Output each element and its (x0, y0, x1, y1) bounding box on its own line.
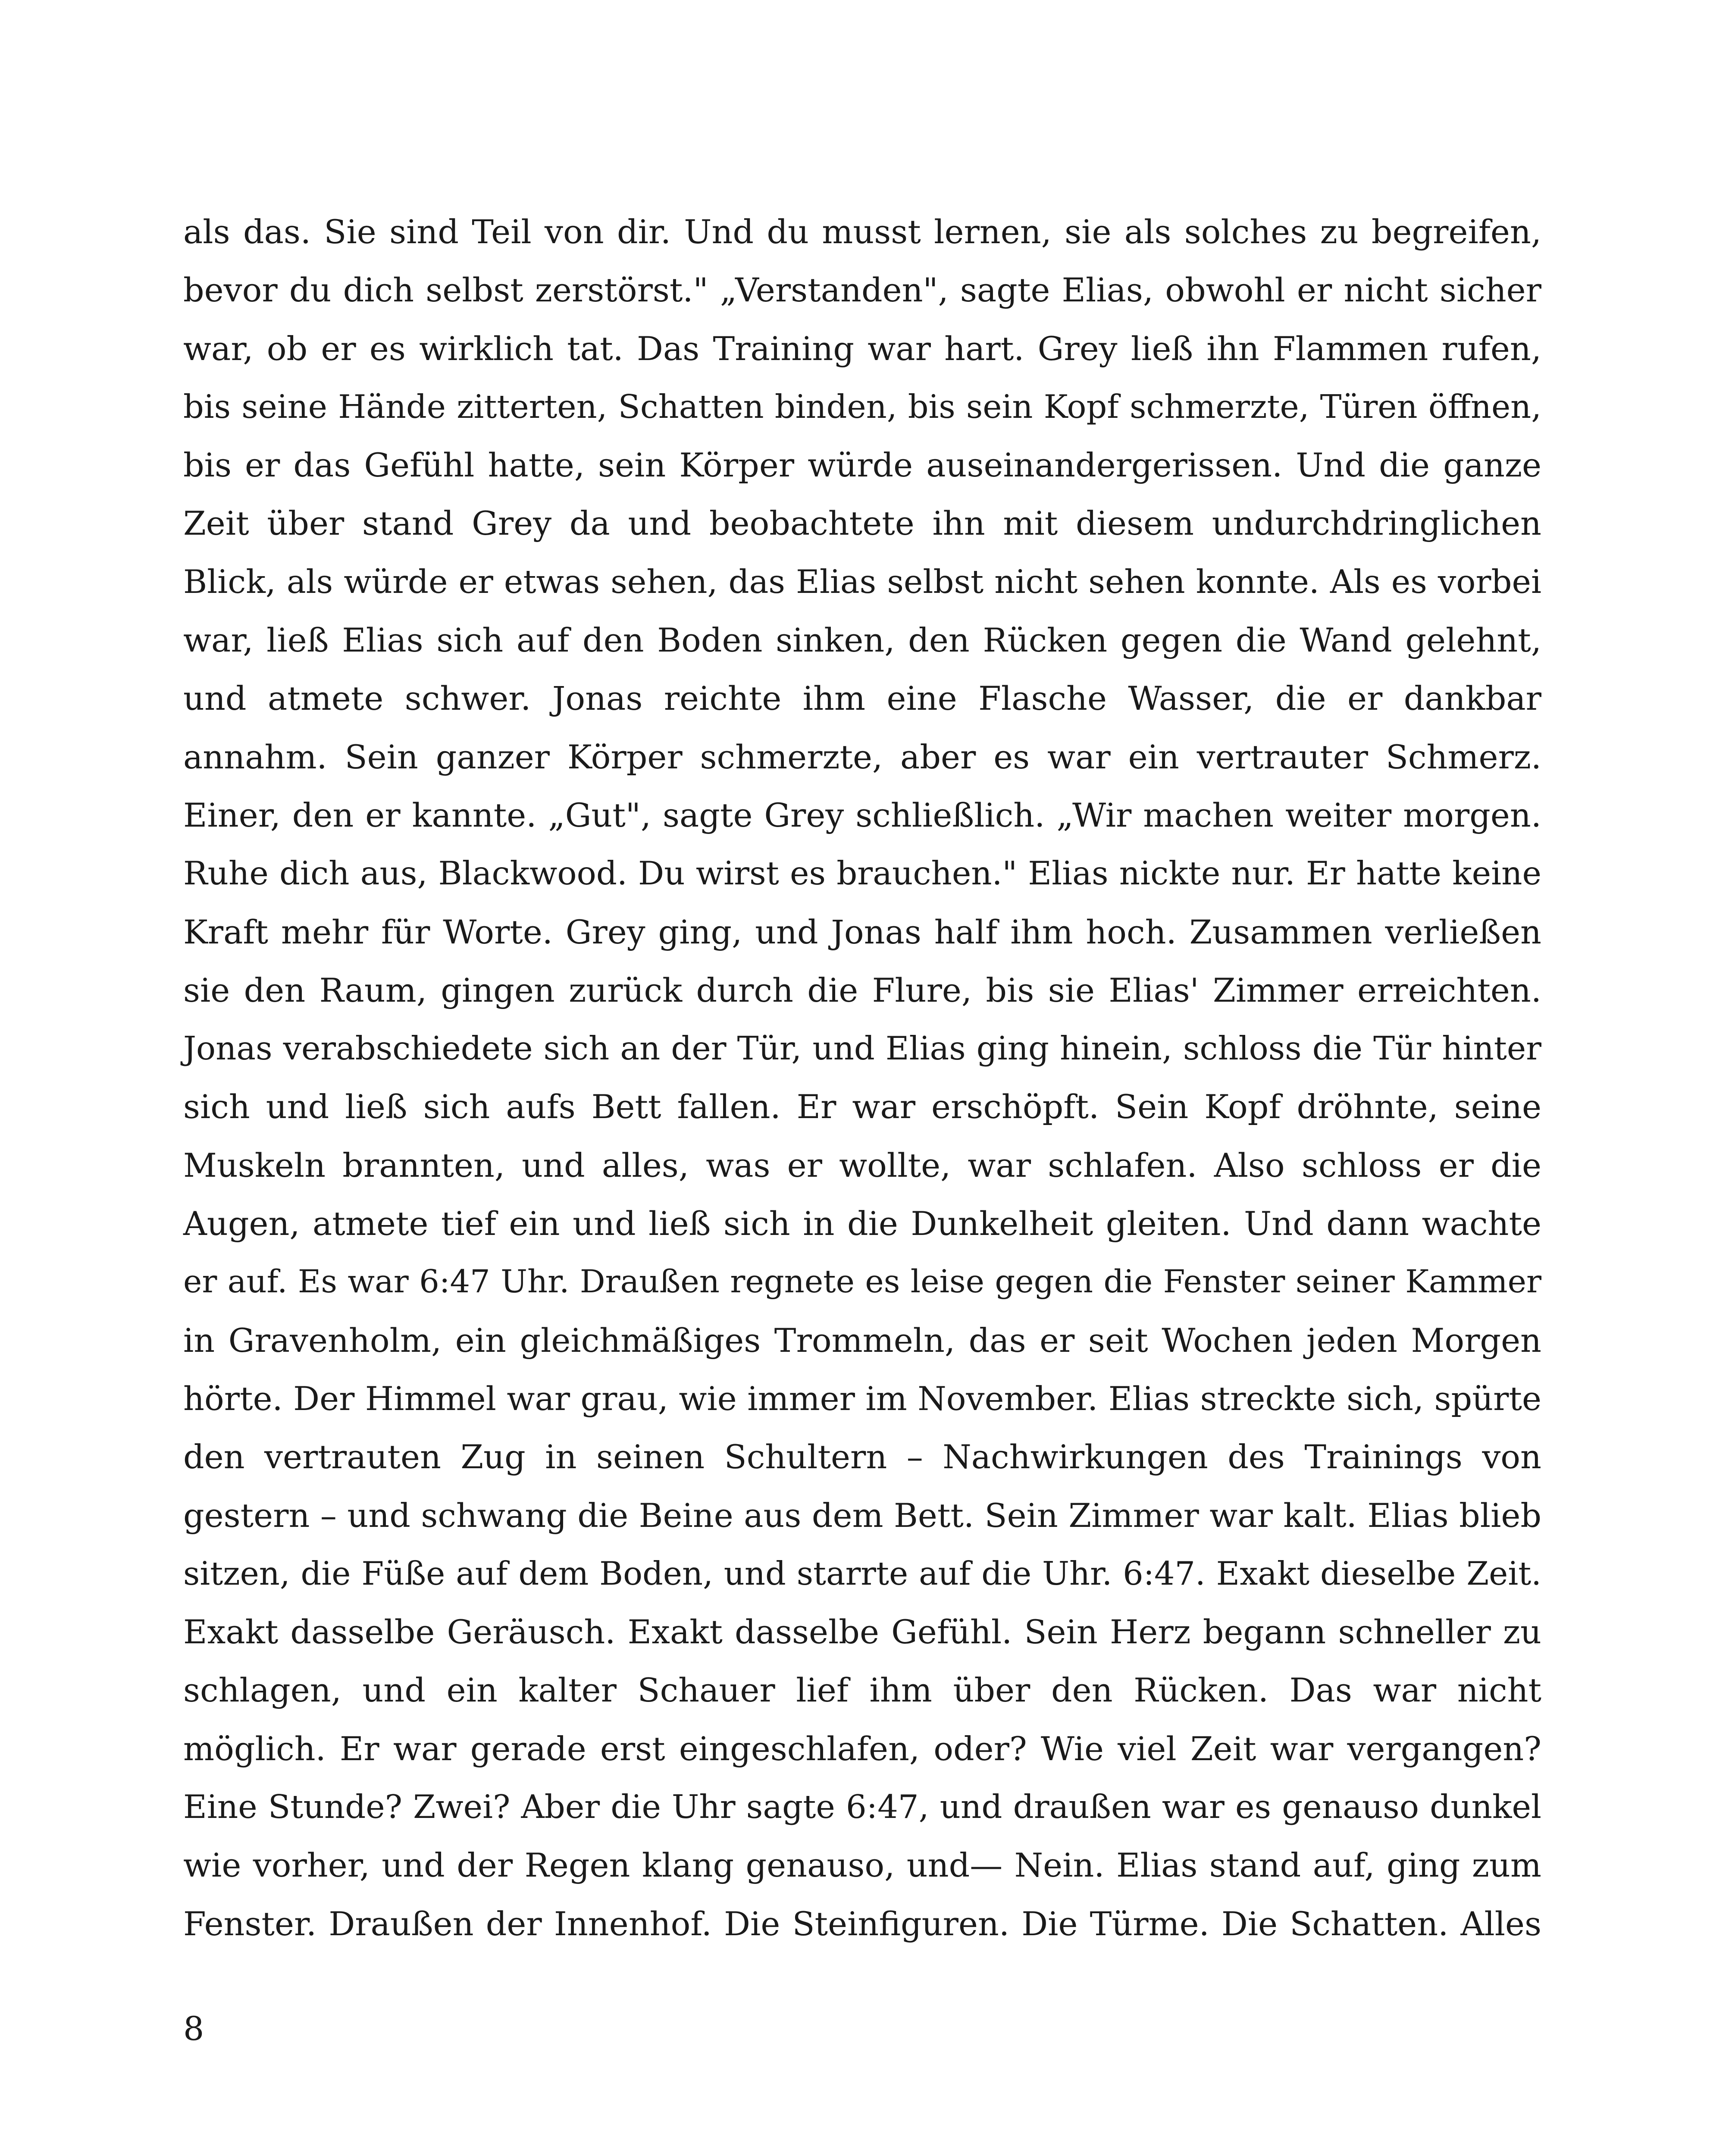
body-text (183, 203, 1541, 1953)
text-line: war, ließ Elias sich auf den Boden sinken, den Rücken gegen die Wand gelehnt, (183, 621, 1541, 660)
text-line: Zeit über stand Grey da und beobachtete ihn mit diesem undurchdringlichen (183, 504, 1541, 543)
text-line: gestern – und schwang die Beine aus dem Bett. Sein Zimmer war kalt. Elias blieb (183, 1496, 1541, 1535)
text-line: Jonas verabschiedete sich an der Tür, und Elias ging hinein, schloss die Tür hinter (183, 1029, 1541, 1068)
text-line: bis er das Gefühl hatte, sein Körper würde auseinandergerissen. Und die ganze (183, 446, 1541, 485)
text-line: annahm. Sein ganzer Körper schmerzte, aber es war ein vertrauter Schmerz. (183, 737, 1541, 776)
text-line: sie den Raum, gingen zurück durch die Flure, bis sie Elias' Zimmer erreichten. (183, 971, 1541, 1009)
text-line: Blick, als würde er etwas sehen, das Elias selbst nicht sehen konnte. Als es vorbei (183, 562, 1541, 601)
text-line: er auf. Es war 6:47 Uhr. Draußen regnete es leise gegen die Fenster seiner Kammer (183, 1263, 1541, 1300)
text-line: hörte. Der Himmel war grau, wie immer im November. Elias streckte sich, spürte (183, 1379, 1541, 1418)
text-line: Einer, den er kannte. „Gut", sagte Grey schließlich. „Wir machen weiter morgen. (183, 796, 1541, 834)
text-line: schlagen, und ein kalter Schauer lief ihm über den Rücken. Das war nicht (183, 1671, 1541, 1710)
text-line: war, ob er es wirklich tat. Das Training war hart. Grey ließ ihn Flammen rufen, (183, 329, 1541, 368)
page-number: 8 (183, 2009, 204, 2048)
text-line: Eine Stunde? Zwei? Aber die Uhr sagte 6:47, und draußen war es genauso dunkel (183, 1788, 1541, 1826)
text-line: bevor du dich selbst zerstörst." „Verstanden", sagte Elias, obwohl er nicht sicher (183, 271, 1541, 310)
text-line: sitzen, die Füße auf dem Boden, und starrte auf die Uhr. 6:47. Exakt dieselbe Zeit. (183, 1554, 1541, 1592)
text-line: möglich. Er war gerade erst eingeschlafen, oder? Wie viel Zeit war vergangen? (183, 1729, 1541, 1768)
text-line: sich und ließ sich aufs Bett fallen. Er war erschöpft. Sein Kopf dröhnte, seine (183, 1087, 1541, 1126)
text-line: den vertrauten Zug in seinen Schultern – Nachwirkungen des Trainings von (183, 1438, 1541, 1476)
text-line: Kraft mehr für Worte. Grey ging, und Jonas half ihm hoch. Zusammen verließen (183, 912, 1541, 951)
text-line: Muskeln brannten, und alles, was er wollte, war schlafen. Also schloss er die (183, 1146, 1541, 1185)
text-line: als das. Sie sind Teil von dir. Und du musst lernen, sie als solches zu begreifen, (183, 213, 1541, 251)
text-line: Exakt dasselbe Geräusch. Exakt dasselbe Gefühl. Sein Herz begann schneller zu (183, 1613, 1541, 1651)
text-line: in Gravenholm, ein gleichmäßiges Trommeln, das er seit Wochen jeden Morgen (183, 1321, 1541, 1360)
text-line: Fenster. Draußen der Innenhof. Die Steinfiguren. Die Türme. Die Schatten. Alles (183, 1904, 1541, 1943)
text-line: Augen, atmete tief ein und ließ sich in die Dunkelheit gleiten. Und dann wachte (183, 1204, 1541, 1243)
text-line: bis seine Hände zitterten, Schatten binden, bis sein Kopf schmerzte, Türen öffnen, (183, 388, 1541, 426)
text-line: Ruhe dich aus, Blackwood. Du wirst es brauchen." Elias nickte nur. Er hatte keine (183, 854, 1541, 893)
text-line: wie vorher, und der Regen klang genauso, und— Nein. Elias stand auf, ging zum (183, 1846, 1541, 1885)
text-line: und atmete schwer. Jonas reichte ihm eine Flasche Wasser, die er dankbar (183, 679, 1541, 718)
